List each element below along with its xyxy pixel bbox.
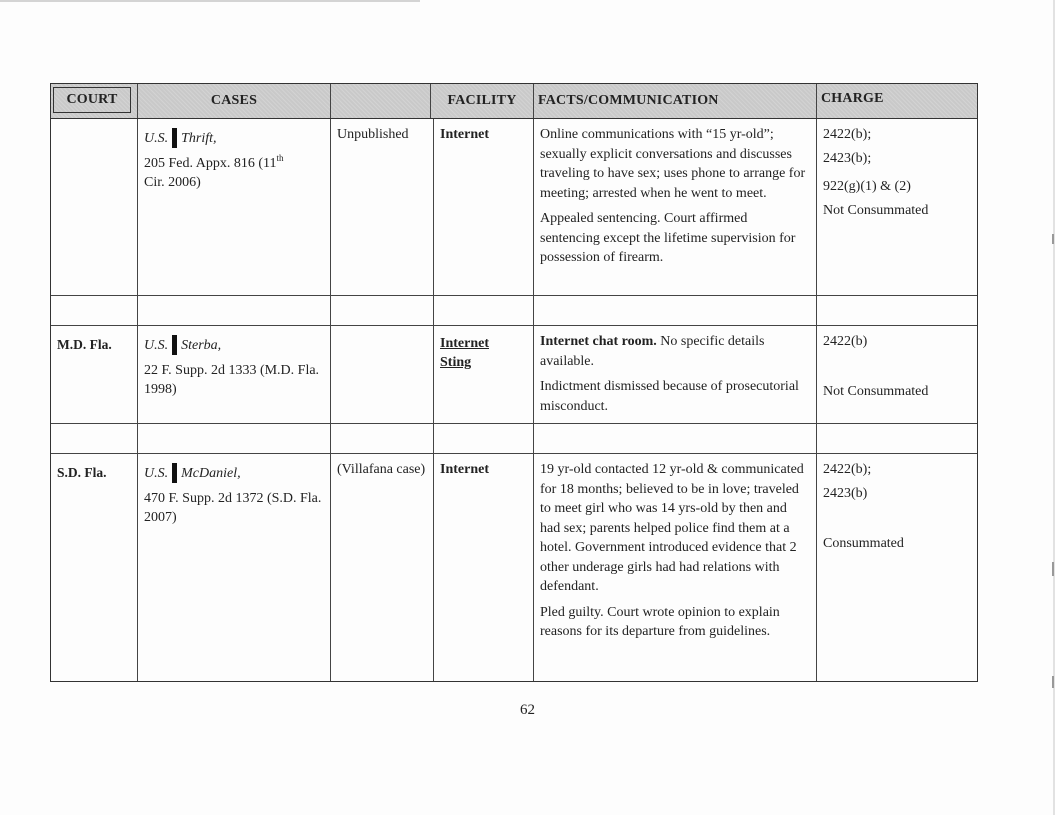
charge-line: 2423(b) xyxy=(823,486,868,501)
charge-status: Not Consummated xyxy=(823,203,929,218)
citation-text: 205 Fed. Appx. 816 (11 xyxy=(144,156,277,171)
case-citation: 22 F. Supp. 2d 1333 (M.D. Fla. 1998) xyxy=(144,363,320,397)
facts-highlight: Internet chat room. xyxy=(540,334,657,349)
spacer-row xyxy=(51,423,977,453)
charge-line: 2422(b); xyxy=(823,462,872,477)
header-facility: FACILITY xyxy=(430,84,533,118)
status-cell: (Villafana case) xyxy=(330,454,433,681)
table-header xyxy=(50,83,978,119)
charge-cell xyxy=(816,326,979,423)
charge-status: Consummated xyxy=(823,536,904,551)
empty-cell xyxy=(816,424,979,453)
court-cell: S.D. Fla. xyxy=(57,465,107,480)
empty-cell xyxy=(330,296,433,325)
facts-paragraph: Indictment dismissed because of prosecutorial misconduct. xyxy=(540,379,799,414)
case-prefix: U.S. xyxy=(144,130,169,146)
empty-cell xyxy=(330,424,433,453)
charge-line: 2423(b); xyxy=(823,151,872,166)
empty-cell xyxy=(137,424,330,453)
header-blank xyxy=(330,84,430,118)
facility-cell: Internet xyxy=(433,119,533,295)
court-cell: M.D. Fla. xyxy=(57,337,112,352)
citation-tail: Cir. 2006) xyxy=(144,175,201,190)
redaction-bar xyxy=(172,463,177,483)
table-row xyxy=(51,325,977,423)
empty-cell xyxy=(816,296,979,325)
facts-paragraph: Pled guilty. Court wrote opinion to explain reasons for its departure from guidelines. xyxy=(540,604,780,639)
redaction-bar xyxy=(172,335,177,355)
cases-cell xyxy=(137,454,330,681)
empty-cell xyxy=(51,424,137,453)
charge-status: Not Consummated xyxy=(823,384,929,399)
scan-top-line xyxy=(0,0,420,2)
case-citation: 470 F. Supp. 2d 1372 (S.D. Fla. 2007) xyxy=(144,491,322,525)
spacer-row xyxy=(51,295,977,325)
charge-line: 2422(b); xyxy=(823,127,872,142)
facts-cell xyxy=(533,326,816,423)
empty-cell xyxy=(433,296,533,325)
facility-cell: Internet xyxy=(433,454,533,681)
case-table xyxy=(50,83,978,682)
citation-superscript: th xyxy=(276,153,284,163)
case-name xyxy=(144,128,324,148)
charge-line: 2422(b) xyxy=(823,334,868,349)
empty-cell xyxy=(533,424,816,453)
facts-text: No specific details available. xyxy=(540,334,765,369)
court-cell xyxy=(51,119,137,295)
header-court-cell xyxy=(51,84,137,118)
case-party: Thrift, xyxy=(181,130,217,146)
empty-cell xyxy=(137,296,330,325)
facility-filler xyxy=(503,326,533,423)
status-cell: Unpublished xyxy=(330,119,433,295)
case-party: McDaniel, xyxy=(181,465,241,481)
empty-cell xyxy=(433,424,533,453)
header-facts: FACTS/COMMUNICATION xyxy=(533,84,816,118)
header-court: COURT xyxy=(53,87,131,113)
case-name xyxy=(144,335,324,355)
status-cell xyxy=(330,326,433,423)
facts-cell xyxy=(533,454,816,681)
cases-cell xyxy=(137,326,330,423)
case-prefix: U.S. xyxy=(144,337,169,353)
header-charge: CHARGE xyxy=(816,84,979,118)
table-row xyxy=(51,453,977,681)
facts-cell xyxy=(533,119,816,295)
cases-cell xyxy=(137,119,330,295)
table-body xyxy=(50,119,978,682)
case-party: Sterba, xyxy=(181,337,222,353)
empty-cell xyxy=(533,296,816,325)
case-citation xyxy=(144,154,324,192)
scan-edge-mark xyxy=(1052,676,1054,688)
scan-edge-mark xyxy=(1052,234,1054,244)
charge-cell xyxy=(816,119,979,295)
charge-line: 922(g)(1) & (2) xyxy=(823,179,911,194)
redaction-bar xyxy=(172,128,177,148)
facts-paragraph: 19 yr-old contacted 12 yr-old & communicated for 18 months; believed to be in love; traveled to meet girl who was 14 yrs-old by then and had sex; parents helped police find them at a hotel. Government introduced evidence that 2 other underage girls had had relations with defendant. xyxy=(540,462,804,594)
scan-edge-mark xyxy=(1052,562,1054,576)
facts-paragraph: Appealed sentencing. Court affirmed sentencing except the lifetime supervision for possession of firearm. xyxy=(540,211,796,265)
facility-cell: Internet Sting xyxy=(433,326,503,423)
facts-paragraph xyxy=(540,332,810,371)
table-row xyxy=(51,119,977,295)
header-cases: CASES xyxy=(137,84,330,118)
page-number: 62 xyxy=(520,702,535,718)
charge-cell xyxy=(816,454,979,681)
case-prefix: U.S. xyxy=(144,465,169,481)
facts-paragraph: Online communications with “15 yr-old”; sexually explicit conversations and discusses traveling to have sex; uses phone to arrange for meeting; arrested when he went to meet. xyxy=(540,127,806,201)
case-name xyxy=(144,463,324,483)
empty-cell xyxy=(51,296,137,325)
